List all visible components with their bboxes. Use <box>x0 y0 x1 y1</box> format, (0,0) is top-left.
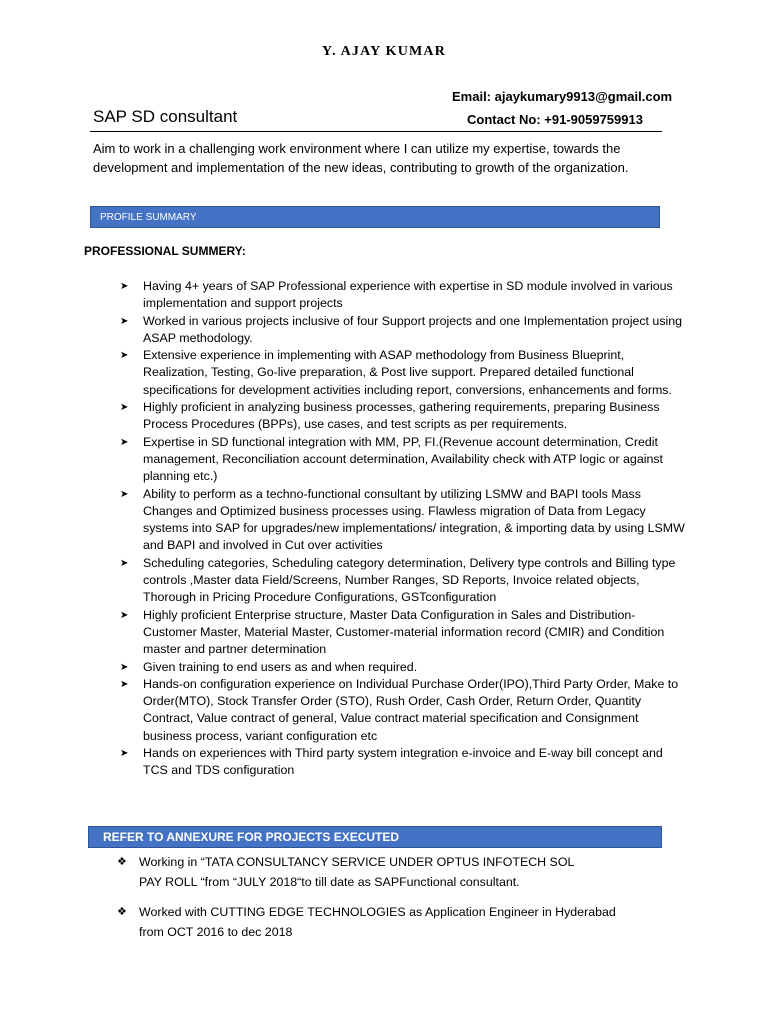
summary-bullet-list <box>117 278 687 780</box>
professional-summary-heading: PROFESSIONAL SUMMERY: <box>84 244 246 258</box>
arrow-bullet-icon: ➤ <box>120 748 129 760</box>
profile-summary-label: PROFILE SUMMARY <box>100 211 197 223</box>
arrow-bullet-icon: ➤ <box>120 436 129 448</box>
project-line: Working in “TATA CONSULTANCY SERVICE UNDER OPTUS INFOTECH SOL <box>139 855 575 869</box>
bullet-text: Extensive experience in implementing with ASAP methodology from Business Blueprint, Realization, Testing, Go-live preparation, & Post live support. Prepared detailed functional specifications for development activities including report, conversions, enhancements and forms. <box>143 348 672 397</box>
list-item <box>115 853 695 892</box>
arrow-bullet-icon: ➤ <box>120 402 129 414</box>
arrow-bullet-icon: ➤ <box>120 488 129 500</box>
annexure-bar <box>88 826 662 848</box>
bullet-text: Given training to end users as and when required. <box>143 659 418 674</box>
list-item <box>117 399 687 434</box>
job-title: SAP SD consultant <box>93 107 238 126</box>
list-item <box>117 486 687 555</box>
arrow-bullet-icon: ➤ <box>120 350 129 362</box>
arrow-bullet-icon: ➤ <box>120 315 129 327</box>
list-item <box>117 607 687 659</box>
objective-text: Aim to work in a challenging work environment where I can utilize my expertise, towards the development and implementation of the new ideas, contributing to growth of the organization. <box>93 141 629 175</box>
bullet-text: Highly proficient Enterprise structure, Master Data Configuration in Sales and Distribution-Customer Master, Material Master, Customer-material information record (CMIR) and Condition master and partner determination <box>143 607 665 657</box>
bullet-text: Having 4+ years of SAP Professional experience with expertise in SD module involved in various implementation and support projects <box>143 279 673 311</box>
project-line: from OCT 2016 to dec 2018 <box>139 924 293 939</box>
list-item <box>117 555 687 607</box>
diamond-bullet-icon: ❖ <box>117 906 127 918</box>
header-divider <box>90 131 662 132</box>
list-item <box>117 313 687 348</box>
profile-summary-bar <box>90 206 660 228</box>
contact-number: Contact No: +91-9059759913 <box>467 112 643 127</box>
bullet-text: Scheduling categories, Scheduling category determination, Delivery type controls and Billing type controls ,Master data Field/Screens, Number Ranges, SD Reports, Invoice related objects, Thorough in Pricing Procedure Configurations, GSTconfiguration <box>143 555 676 605</box>
list-item <box>115 903 695 942</box>
list-item <box>117 659 687 676</box>
arrow-bullet-icon: ➤ <box>120 661 129 673</box>
bullet-text: Hands on experiences with Third party system integration e-invoice and E-way bill concept and TCS and TDS configuration <box>143 746 663 778</box>
arrow-bullet-icon: ➤ <box>120 609 129 621</box>
bullet-text: Worked in various projects inclusive of four Support projects and one Implementation project using ASAP methodology. <box>143 313 683 345</box>
list-item <box>117 434 687 486</box>
bullet-text: Hands-on configuration experience on Individual Purchase Order(IPO),Third Party Order, Make to Order(MTO), Stock Transfer Order (STO), Rush Order, Cash Order, Return Order, Quantity Contract, Value contract of general, Value contract material specification and Consignment business process, variant configuration etc <box>143 676 679 743</box>
arrow-bullet-icon: ➤ <box>120 557 129 569</box>
project-list <box>115 853 695 942</box>
bullet-text: Expertise in SD functional integration with MM, PP, FI.(Revenue account determination, Credit management, Reconciliation account determination, Availability check with ATP logic or against planning etc.) <box>143 434 663 484</box>
list-item <box>117 278 687 313</box>
list-item <box>117 745 687 780</box>
arrow-bullet-icon: ➤ <box>120 678 129 690</box>
bullet-text: Highly proficient in analyzing business processes, gathering requirements, preparing Business Process Procedures (BPPs), use cases, and test scripts as per requirements. <box>143 400 660 432</box>
diamond-bullet-icon: ❖ <box>117 856 127 868</box>
arrow-bullet-icon: ➤ <box>120 281 129 292</box>
email-text: Email: ajaykumary9913@gmail.com <box>452 89 673 104</box>
list-item <box>117 347 687 399</box>
project-line: Worked with CUTTING EDGE TECHNOLOGIES as Application Engineer in Hyderabad <box>139 905 616 919</box>
candidate-name: Y. AJAY KUMAR <box>321 44 447 59</box>
list-item <box>117 676 687 745</box>
annexure-label: REFER TO ANNEXURE FOR PROJECTS EXECUTED <box>103 830 400 844</box>
project-line: PAY ROLL “from “JULY 2018“to till date as SAPFunctional consultant. <box>139 874 520 889</box>
bullet-text: Ability to perform as a techno-functional consultant by utilizing LSMW and BAPI tools Mass Changes and Optimized business processes using. Flawless migration of Data from Legacy systems into SAP for upgrades/new implementations/ integration, & importing data by using LSMW and BAPI and involved in Cut over activities <box>143 486 685 553</box>
